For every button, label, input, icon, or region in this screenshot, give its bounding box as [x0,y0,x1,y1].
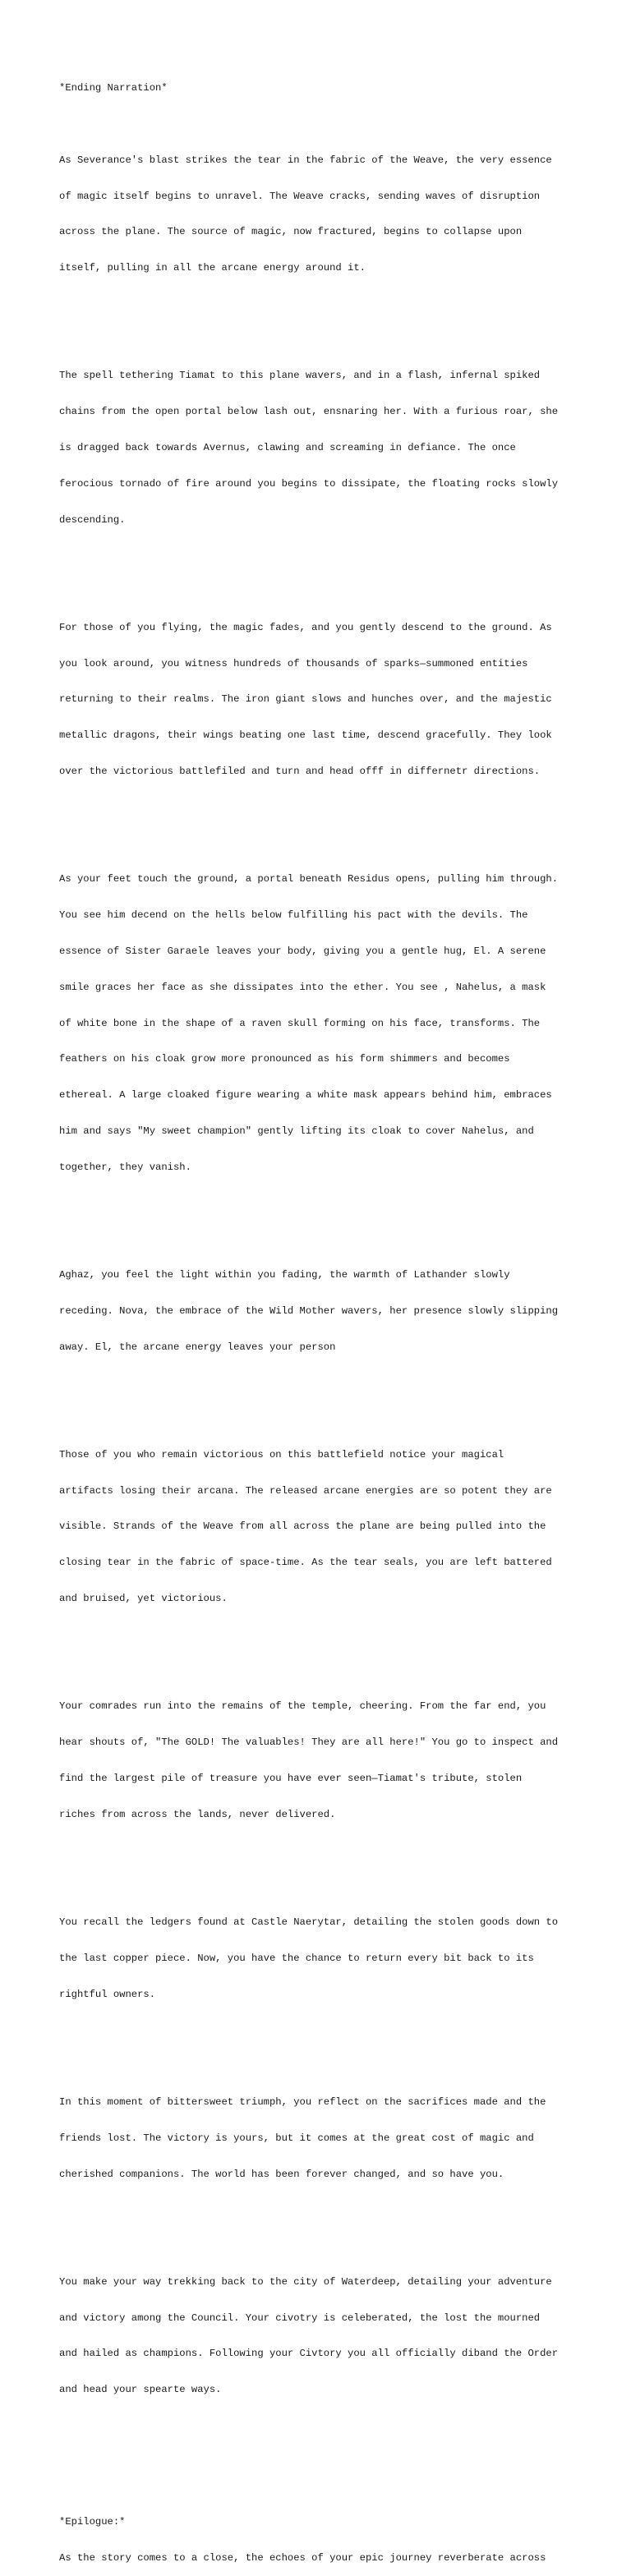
text-line: hear shouts of, "The GOLD! The valuables! They are all here!" You go to inspect and [59,1736,559,1749]
text-line: friends lost. The victory is yours, but it comes at the great cost of magic and [59,2132,534,2144]
text-line: feathers on his cloak grow more pronounced as his form shimmers and becomes [59,1053,510,1065]
text-line: Those of you who remain victorious on this battlefield notice your magical [59,1448,504,1460]
text-line: returning to their realms. The iron giant slows and hunches over, and the majestic [59,693,552,706]
paragraph-9 [59,2072,593,2205]
text-line: closing tear in the fabric of space-time. As the tear seals, you are left battered [59,1557,552,1569]
text-line: is dragged back towards Avernus, clawing and screaming in defiance. The once [59,442,516,453]
text-line: ferocious tornado of fire around you begins to dissipate, the floating rocks slowly [59,477,559,490]
paragraph-4 [59,849,593,1197]
text-line: artifacts losing their arcana. The released arcane energies are so potent they are [59,1484,552,1497]
paragraph-1 [59,131,593,298]
text-line: of white bone in the shape of a raven skull forming on his face, transforms. The [59,1017,541,1029]
text-line: Your comrades run into the remains of the temple, cheering. From the far end, you [59,1700,546,1713]
text-line: You recall the ledgers found at Castle Naerytar, detailing the stolen goods down to [59,1916,559,1929]
text-line: together, they vanish. [59,1161,191,1173]
paragraph-5 [59,1245,593,1378]
text-line: away. El, the arcane energy leaves your person [59,1341,336,1353]
paragraph-2 [59,346,593,550]
text-line: and hailed as champions. Following your Civtory you all officially diband the Order [59,2348,559,2360]
text-line: The spell tethering Tiamat to this plane wavers, and in a flash, infernal spiked [59,370,541,382]
text-line: and victory among the Council. Your civotry is celeberated, the lost the mourned [59,2312,541,2324]
text-line: and bruised, yet victorious. [59,1593,228,1604]
text-line: essence of Sister Garaele leaves your body, giving you a gentle hug, El. A serene [59,945,546,957]
text-line: the last copper piece. Now, you have the chance to return every bit back to its [59,1952,534,1964]
text-line: across the plane. The source of magic, now fractured, begins to collapse upon [59,226,523,238]
paragraph-3 [59,598,593,802]
text-line: descending. [59,513,126,526]
text-line: As Severance's blast strikes the tear in the fabric of the Weave, the very essence [59,154,552,166]
blank-line [59,2468,593,2480]
text-line: You see him decend on the hells below fulfilling his pact with the devils. The [59,909,528,922]
paragraph-10 [59,2252,593,2420]
text-line: rightful owners. [59,1988,156,2000]
text-line: visible. Strands of the Weave from all across the plane are being pulled into the [59,1520,546,1533]
ending-narration-heading: *Ending Narration* [59,82,168,94]
text-line: In this moment of bittersweet triumph, you reflect on the sacrifices made and the [59,2095,546,2108]
paragraph-6 [59,1425,593,1629]
text-line: of magic itself begins to unravel. The Weave cracks, sending waves of disruption [59,190,541,202]
text-line: receding. Nova, the embrace of the Wild Mother wavers, her presence slowly slipping [59,1304,559,1317]
text-line: chains from the open portal below lash out, ensnaring her. With a furious roar, she [59,406,559,418]
text-line: Aghaz, you feel the light within you fading, the warmth of Lathander slowly [59,1268,510,1281]
text-line: riches from across the lands, never delivered. [59,1808,336,1820]
text-line: you look around, you witness hundreds of thousands of sparks—summoned entities [59,657,528,669]
text-line: over the victorious battlefiled and turn and head offf in differnetr directions. [59,766,541,778]
paragraph-8 [59,1893,593,2025]
text-line: him and says "My sweet champion" gently lifting its cloak to cover Nahelus, and [59,1125,534,1137]
epilogue-heading: *Epilogue:* [59,2515,126,2528]
text-line: and head your spearte ways. [59,2384,222,2396]
text-line: metallic dragons, their wings beating one last time, descend gracefully. They look [59,729,552,742]
text-line: find the largest pile of treasure you have ever seen—Tiamat's tribute, stolen [59,1772,523,1784]
document-page [59,58,593,2576]
text-line: itself, pulling in all the arcane energy around it. [59,262,366,274]
text-line: You make your way trekking back to the city of Waterdeep, detailing your adventure [59,2275,552,2288]
text-line: For those of you flying, the magic fades, and you gently descend to the ground. As [59,621,552,633]
text-line: cherished companions. The world has been forever changed, and so have you. [59,2168,504,2180]
text-line: smile graces her face as she dissipates into the ether. You see , Nahelus, a mask [59,981,546,993]
text-line: As the story comes to a close, the echoes of your epic journey reverberate across [59,2551,546,2564]
paragraph-7 [59,1677,593,1844]
text-line: As your feet touch the ground, a portal beneath Residus opens, pulling him through. [59,873,559,886]
text-line: ethereal. A large cloaked figure wearing a white mask appears behind him, embraces [59,1089,552,1102]
